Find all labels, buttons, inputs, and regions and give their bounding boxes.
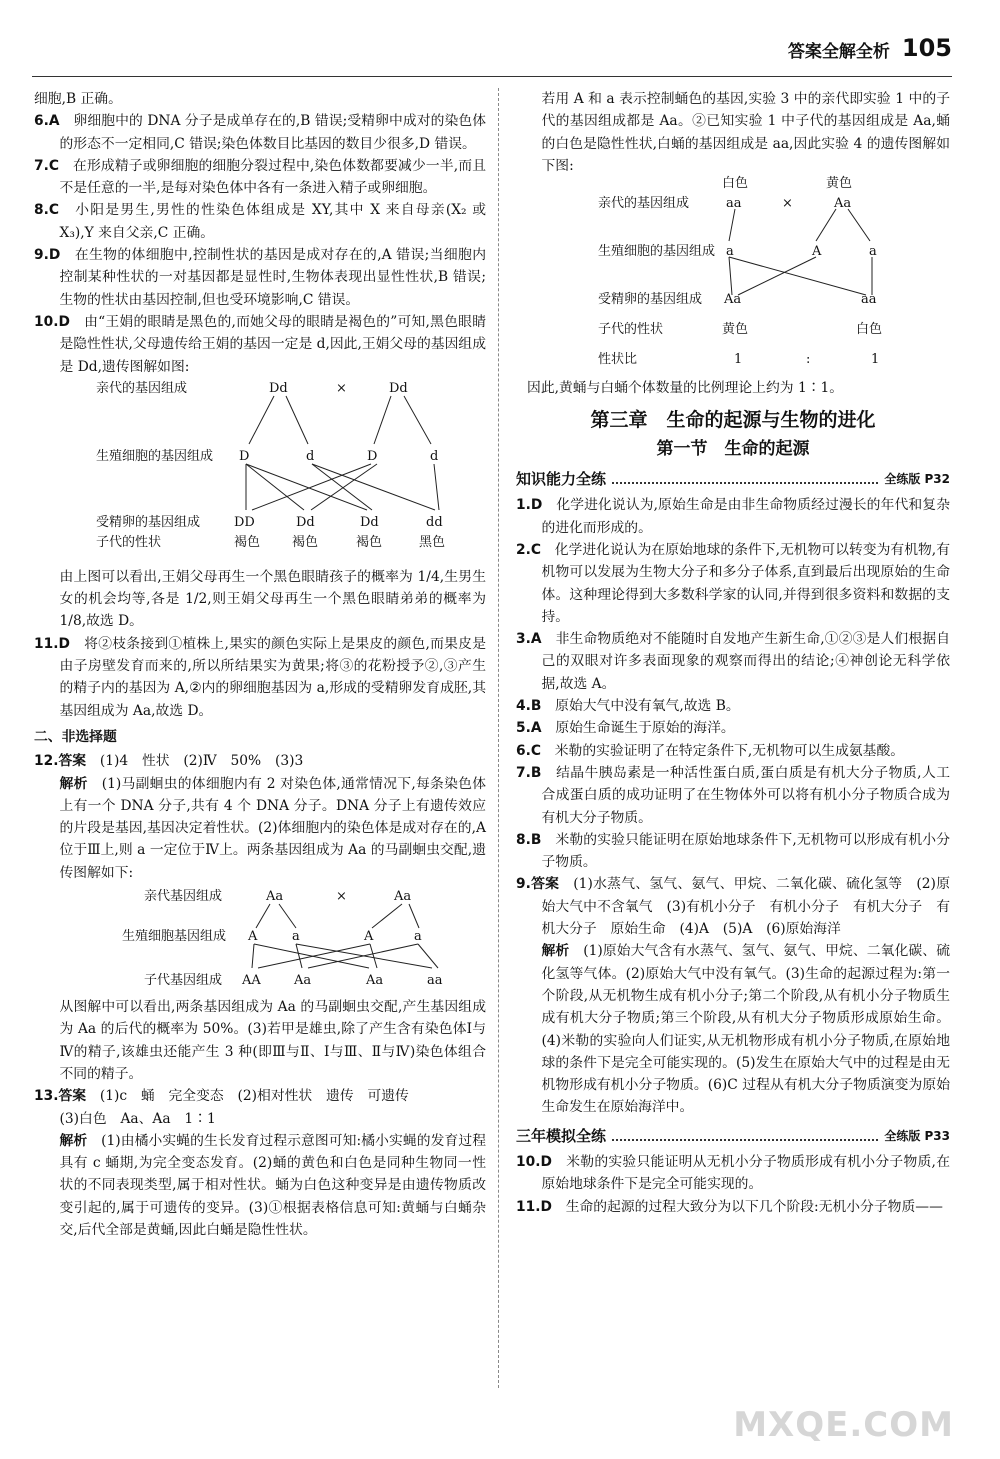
ratio-label: 性状比: [598, 352, 638, 368]
gamete-genotype-label: 生殖细胞的基因组成: [96, 448, 214, 464]
gamete-1: a: [726, 244, 734, 260]
cross-symbol: ×: [336, 380, 347, 396]
band-title: 三年模拟全练: [516, 1126, 607, 1145]
zygote-1: DD: [234, 514, 255, 530]
gamete-4: d: [430, 448, 439, 464]
exercise-band-1: [516, 468, 950, 490]
parent-phenotype-1: 白色: [722, 176, 749, 192]
cross-symbol: ×: [336, 889, 347, 905]
gamete-2: A: [812, 244, 822, 260]
answer-7: 7.B 结晶牛胰岛素是一种活性蛋白质,蛋白质是有机大分子物质,人工合成蛋白质的成功证明了在生物体外可以将有机小分子物质合成为有机大分子物质。: [516, 764, 950, 826]
ratio-2: 1: [871, 352, 880, 368]
offspring-trait-label: 子代的性状: [96, 534, 162, 550]
gamete-3: a: [869, 244, 877, 260]
parent-genotype-1: Aa: [266, 889, 284, 905]
answer-6: 6.C 米勒的实验证明了在特定条件下,无机物可以生成氨基酸。: [516, 742, 905, 759]
column-divider: [498, 88, 499, 1388]
answer-4: 4.B 原始大气中没有氧气,故选 B。: [516, 698, 740, 715]
gamete-4: a: [414, 929, 422, 945]
child-3: Aa: [366, 973, 384, 989]
exercise-band-2: [516, 1125, 950, 1147]
answer-2: 2.C 化学进化说认为在原始地球的条件下,无机物可以转变为有机物,有机物可以发展为生物大分子和多分子体系,直到最后出现原始的生命体。这种理论得到大多数科学家的认同,并得到很多资料和数据的支持。: [516, 541, 950, 625]
parent-genotype-label: 亲代基因组成: [144, 889, 223, 905]
gamete-1: D: [239, 448, 250, 464]
gamete-3: D: [367, 448, 378, 464]
answer-6: 6.A 卵细胞中的 DNA 分子是成单存在的,B 错误;受精卵中成对的染色体的形态不一定相同,C 错误;染色体数目比基因的数目少很多,D 错误。: [34, 113, 486, 152]
band-ref: 全练版 P33: [884, 1128, 950, 1143]
answer-10-conclusion: 由上图可以看出,王娟父母再生一个黑色眼睛孩子的概率为 1/4,生男生女的机会均等,各是 1/2,则王娟父母再生一个黑色眼睛弟弟的概率为 1/8,故选 D。: [59, 568, 486, 630]
band-dots: [612, 1131, 878, 1141]
parent-genotype-2: Aa: [834, 196, 852, 212]
parent-genotype-1: Dd: [269, 380, 288, 396]
answer-11: 11.D 将②枝条接到①植株上,果实的颜色实际上是果皮的颜色,而果皮是由子房壁发育而来的,所以所结果实为黄果;将③的花粉授予②,③产生的精子内的基因为 A,②内的卵细胞基因为 a,形成的受精卵发育成胚,其基因组成为 Aa,故选 D。: [34, 635, 486, 719]
answer-3: 3.A 非生命物质绝对不能随时自发地产生新生命,①②③是人们根据自己的双眼对许多表面现象的观察而得出的结论;④神创论无科学依据,故选 A。: [516, 631, 950, 692]
watermark: MXQE.COM: [733, 1405, 954, 1445]
answer-9-key: 9.答案 (1)水蒸气、氢气、氨气、甲烷、二氧化碳、硫化氢等 (2)原始大气中不含氧气 (3)有机小分子 有机小分子 有机大分子 有机大分子 原始生命 (4)A (5)A (6)原始海洋: [516, 876, 950, 938]
band-ref: 全练版 P32: [884, 472, 950, 487]
answer-13-key: 13.答案 (1)c 蛹 完全变态 (2)相对性状 遗传 可遗传 (3)白色 Aa、Aa 1∶1: [34, 1088, 409, 1127]
ratio-conclusion: 因此,黄蛹与白蛹个体数量的比例理论上约为 1∶1。: [527, 380, 844, 397]
page-number: 105: [901, 34, 952, 62]
answer-9-explanation: 解析 (1)原始大气含有水蒸气、氢气、氨气、甲烷、二氧化碳、硫化氢等气体。(2)原始大气中没有氧气。(3)生命的起源过程为:第一个阶段,从无机物生成有机小分子;第二个阶段,从有机小分子物质生成有机大分子物质;第三个阶段,从有机大分子物质形成原始生命。(4)米勒的实验向人们证实,从无机物形成有机小分子物质,在原始地球的条件下是完全可能实现的。(5)发生在原始大气中的过程是由无机物形成有机小分子物质。(6)C 过程从有机大分子物质演变为原始生命发生在原始海洋中。: [541, 943, 950, 1116]
answer-1: 1.D 化学进化说认为,原始生命是由非生命物质经过漫长的年代和复杂的进化而形成的。: [516, 497, 950, 536]
inheritance-diagram-aa: [34, 884, 486, 996]
answer-10: 10.D 米勒的实验只能证明从无机小分子物质形成有机小分子物质,在原始地球条件下是完全可能实现的。: [516, 1153, 950, 1193]
band-dots: [612, 474, 878, 484]
ratio-sep: :: [806, 352, 811, 368]
continued-text: 若用 A 和 a 表示控制蛹色的基因,实验 3 中的亲代即实验 1 中的子代的基因组成都是 Aa。②已知实验 1 中子代的基因组成是 Aa,蛹的白色是隐性性状,白蛹的基因组成是 aa,因此实验 4 的遗传图解如下图:: [541, 91, 950, 174]
gamete-1: A: [248, 929, 258, 945]
answer-12-explanation: 解析 (1)马副蛔虫的体细胞内有 2 对染色体,通常情况下,每条染色体上有一个 DNA 分子,共有 4 个 DNA 分子。DNA 分子上有遗传效应的片段是基因,基因决定着性状。(2)体细胞内的染色体是成对存在的,A 位于Ⅲ上,则 a 一定位于Ⅳ上。两条基因组成为 Aa 的马副蛔虫交配,遗传图解如下:: [59, 775, 487, 881]
right-column: [516, 88, 950, 1218]
zygote-3: Dd: [360, 514, 379, 530]
zygote-genotype-label: 受精卵的基因组成: [598, 292, 703, 308]
section-title: 第一节 生命的起源: [656, 438, 810, 459]
parent-genotype-label: 亲代的基因组成: [598, 196, 690, 212]
answer-8: 8.C 小阳是男生,男性的性染色体组成是 XY,其中 X 来自母亲(X₂ 或 X₃),Y 来自父亲,C 正确。: [34, 202, 486, 241]
zygote-2: Dd: [296, 514, 315, 530]
answer-7: 7.C 在形成精子或卵细胞的细胞分裂过程中,染色体数都要减少一半,而且不是任意的一半,是每对染色体中各有一条进入精子或卵细胞。: [34, 157, 486, 197]
trait-4: 黑色: [419, 534, 446, 550]
cross-symbol: ×: [782, 196, 793, 212]
parent-genotype-1: aa: [726, 196, 742, 212]
child-4: aa: [427, 973, 443, 989]
header-rule: [32, 76, 952, 77]
answer-13-explanation: 解析 (1)由橘小实蝇的生长发育过程示意图可知:橘小实蝇的发育过程具有 c 蛹期,为完全变态发育。(2)蛹的黄色和白色是同种生物同一性状的不同表现类型,属于相对性状。蛹为白色这种变异是由遗传物质改变引起的,属于可遗传的变异。(3)①根据表格信息可知:黄蛹与白蛹杂交,后代全部是黄蛹,因此白蛹是隐性性状。: [59, 1132, 487, 1238]
answer-8: 8.B 米勒的实验只能证明在原始地球条件下,无机物可以形成有机小分子物质。: [516, 831, 950, 871]
band-title: 知识能力全练: [516, 470, 607, 489]
gamete-2: a: [292, 929, 300, 945]
answer-10: 10.D 由“王娟的眼睛是黑色的,而她父母的眼睛是褐色的”可知,黑色眼睛是隐性性状,父母遗传给王娟的基因一定是 d,因此,王娟父母的基因组成是 Dd,遗传图解如图:: [34, 313, 486, 375]
inheritance-diagram-pupa: [516, 177, 950, 377]
answer-12-key: 12.答案 (1)4 性状 (2)Ⅳ 50% (3)3: [34, 753, 304, 770]
answer-9: 9.D 在生物的体细胞中,控制性状的基因是成对存在的,A 错误;当细胞内控制某种性状的一对基因都是显性时,生物体表现出显性性状,B 错误;生物的性状由基因控制,但也受环境影响,C 错误。: [34, 247, 486, 308]
page-header: [788, 34, 952, 62]
gamete-genotype-label: 生殖细胞基因组成: [122, 929, 227, 945]
parent-genotype-2: Aa: [394, 889, 412, 905]
inheritance-diagram-dd: [34, 378, 486, 582]
answer-5: 5.A 原始生命诞生于原始的海洋。: [516, 720, 735, 737]
gamete-genotype-label: 生殖细胞的基因组成: [598, 244, 716, 260]
ratio-1: 1: [734, 352, 743, 368]
trait-3: 褐色: [356, 534, 383, 550]
chapter-title: 第三章 生命的起源与生物的进化: [590, 409, 876, 432]
parent-genotype-label: 亲代的基因组成: [96, 380, 188, 396]
parent-phenotype-2: 黄色: [826, 176, 853, 192]
trait-2: 白色: [856, 322, 883, 338]
child-genotype-label: 子代基因组成: [144, 973, 223, 989]
child-1: AA: [242, 973, 261, 989]
zygote-genotype-label: 受精卵的基因组成: [96, 514, 201, 530]
zygote-1: Aa: [724, 292, 742, 308]
child-2: Aa: [294, 973, 312, 989]
trait-1: 褐色: [234, 534, 261, 550]
trait-2: 褐色: [292, 534, 319, 550]
gamete-3: A: [364, 929, 374, 945]
answer-11: 11.D 生命的起源的过程大致分为以下几个阶段:无机小分子物质——: [516, 1198, 943, 1215]
zygote-2: aa: [861, 292, 877, 308]
trait-1: 黄色: [722, 322, 749, 338]
answer-12-conclusion: 从图解中可以看出,两条基因组成为 Aa 的马副蛔虫交配,产生基因组成为 Aa 的后代的概率为 50%。(3)若甲是雄虫,除了产生含有染色体Ⅰ与Ⅳ的精子,该雄虫还能产生 3 种(即Ⅲ与Ⅱ、Ⅰ与Ⅲ、Ⅱ与Ⅳ)染色体组合不同的精子。: [59, 999, 486, 1082]
section-heading: 二、非选择题: [34, 728, 117, 745]
offspring-trait-label: 子代的性状: [598, 322, 664, 338]
parent-genotype-2: Dd: [389, 380, 408, 396]
left-column: [34, 88, 486, 1241]
continued-text: 细胞,B 正确。: [34, 91, 122, 107]
header-title: 答案全解全析: [787, 42, 890, 62]
gamete-2: d: [306, 448, 315, 464]
zygote-4: dd: [426, 514, 443, 530]
